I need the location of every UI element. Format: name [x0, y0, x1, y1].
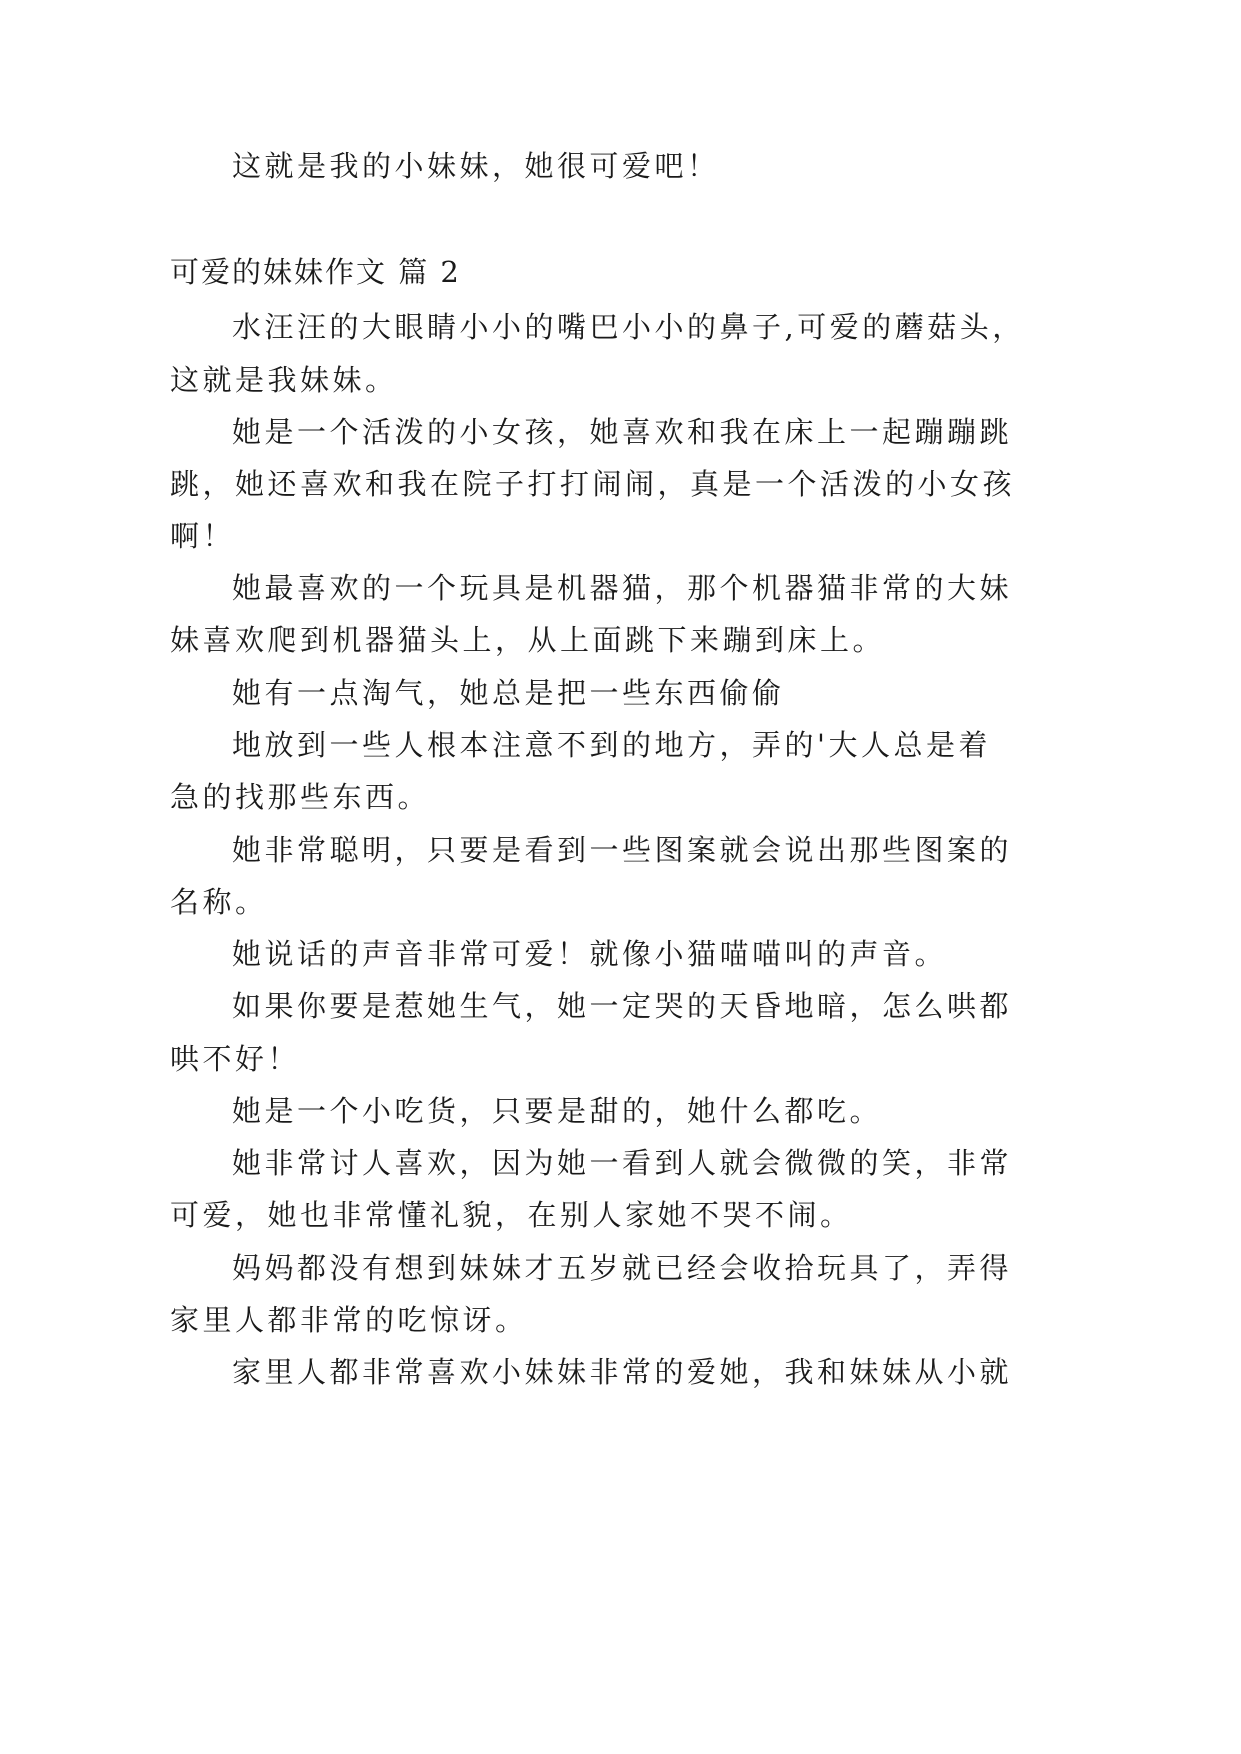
paragraph-line: 急的找那些东西。 — [170, 780, 431, 814]
paragraph-line: 水汪汪的大眼睛小小的嘴巴小小的鼻子,可爱的蘑菇头， — [232, 310, 1025, 344]
paragraph-line: 她最喜欢的一个玩具是机器猫，那个机器猫非常的大妹 — [232, 571, 1013, 605]
paragraph-line: 这就是我妹妹。 — [170, 363, 398, 397]
paragraph-line: 妈妈都没有想到妹妹才五岁就已经会收拾玩具了，弄得 — [232, 1251, 1013, 1285]
paragraph-line: 可爱，她也非常懂礼貌，在别人家她不哭不闹。 — [170, 1198, 853, 1232]
paragraph-line: 跳，她还喜欢和我在院子打打闹闹，真是一个活泼的小女孩 — [170, 467, 1016, 501]
paragraph-line: 她是一个活泼的小女孩，她喜欢和我在床上一起蹦蹦跳 — [232, 415, 1013, 449]
paragraph-line: 妹喜欢爬到机器猫头上，从上面跳下来蹦到床上。 — [170, 623, 886, 657]
paragraph-line: 如果你要是惹她生气，她一定哭的天昏地暗，怎么哄都 — [232, 989, 1013, 1023]
paragraph-line: 家里人都非常喜欢小妹妹非常的爱她，我和妹妹从小就 — [232, 1355, 1013, 1389]
paragraph-line: 地放到一些人根本注意不到的地方，弄的'大人总是着 — [232, 728, 991, 762]
paragraph-line: 她有一点淘气，她总是把一些东西偷偷 — [232, 676, 785, 710]
paragraph-line: 她非常聪明，只要是看到一些图案就会说出那些图案的 — [232, 833, 1013, 867]
paragraph-line: 家里人都非常的吃惊讶。 — [170, 1303, 528, 1337]
paragraph-line: 哄不好！ — [170, 1042, 301, 1076]
paragraph-line: 啊！ — [170, 519, 236, 553]
paragraph-line: 她说话的声音非常可爱！就像小猫喵喵叫的声音。 — [232, 937, 948, 971]
section-heading: 可爱的妹妹作文 篇 2 — [170, 255, 461, 289]
intro-closing-line: 这就是我的小妹妹，她很可爱吧！ — [232, 149, 720, 183]
paragraph-line: 名称。 — [170, 885, 268, 919]
paragraph-line: 她非常讨人喜欢，因为她一看到人就会微微的笑，非常 — [232, 1146, 1013, 1180]
paragraph-line: 她是一个小吃货，只要是甜的，她什么都吃。 — [232, 1094, 883, 1128]
